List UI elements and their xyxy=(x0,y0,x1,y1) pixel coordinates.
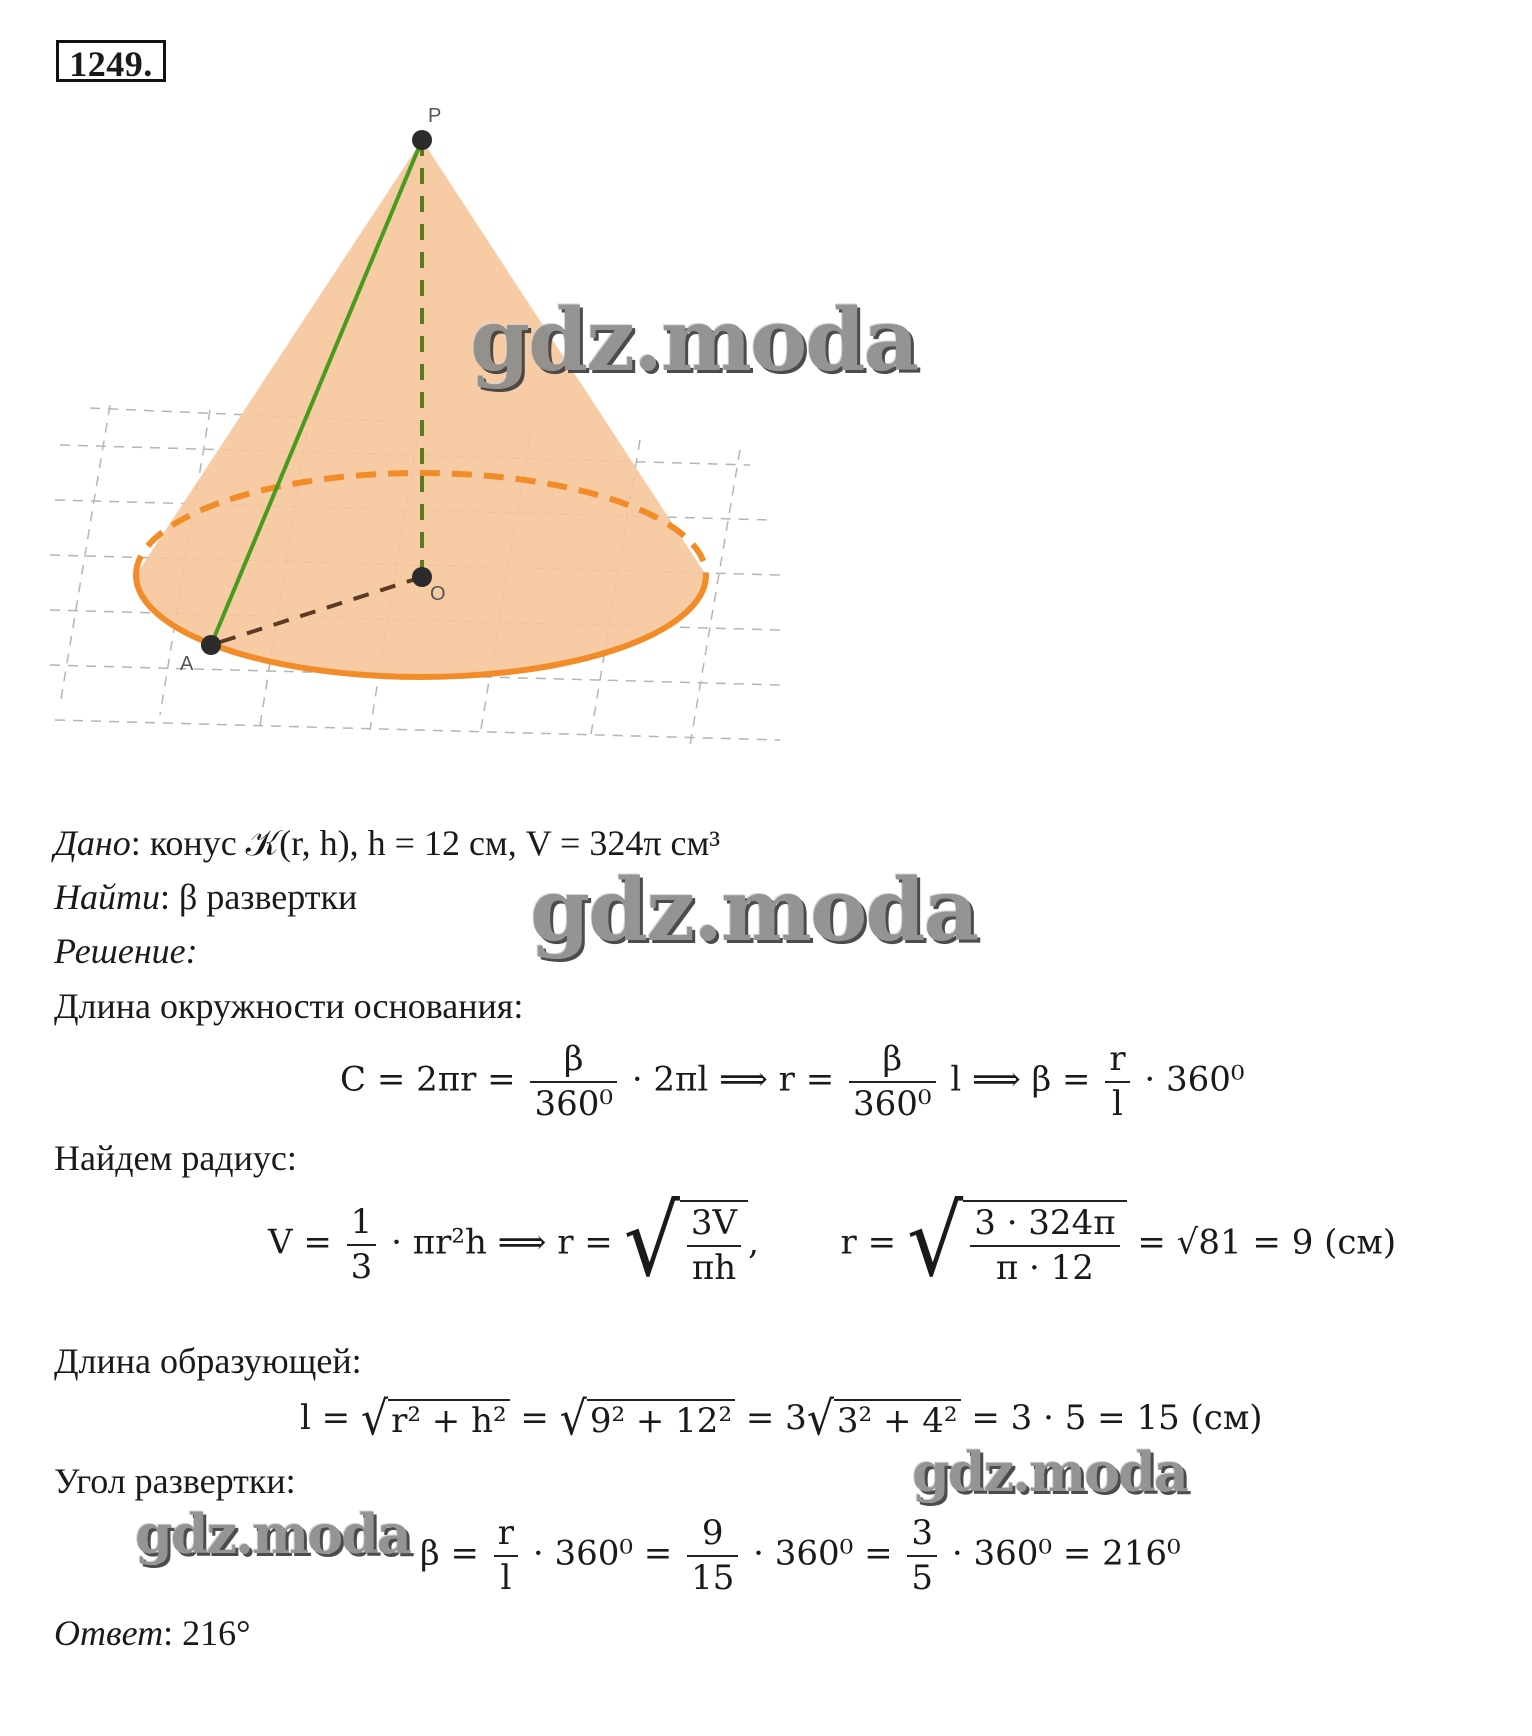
f3-sqrt2: √ 9² + 12² xyxy=(560,1399,735,1442)
cone-diagram xyxy=(50,105,830,815)
f1-lhs: C = 2πr = xyxy=(340,1059,516,1100)
label-o: O xyxy=(430,583,446,605)
watermark: gdz.moda xyxy=(912,1440,1187,1504)
section-radius: Найдем радиус: xyxy=(54,1138,297,1178)
label-p: P xyxy=(428,105,442,127)
answer-line xyxy=(54,1612,251,1654)
problem-number: 1249. xyxy=(56,40,166,82)
solution-label: Решение: xyxy=(54,931,198,971)
f4-lhs: β = xyxy=(420,1533,479,1574)
f3-sqrt3: √ 3² + 4² xyxy=(807,1399,961,1442)
f2-frac1: $\frac{1}{3}$ xyxy=(347,1201,377,1288)
find-text: : β развертки xyxy=(160,877,358,917)
f2-sqrt1: √ $\frac{3V}{\pi h}$ xyxy=(624,1200,749,1289)
formula-radius xyxy=(268,1184,1397,1298)
f3-end: = 3 · 5 = 15 (см) xyxy=(971,1398,1263,1438)
f4-frac1: $\frac{r}{l}$ xyxy=(494,1512,518,1599)
f3-lhs: l = xyxy=(300,1398,351,1438)
label-a: A xyxy=(180,653,194,675)
given-line xyxy=(54,822,720,865)
f1-frac2: $\frac{\beta}{\text{360⁰}}$ xyxy=(849,1038,936,1125)
f4-frac3: $\frac{3}{5}$ xyxy=(907,1512,937,1599)
cone-surface xyxy=(136,140,706,677)
f1-frac1: $\frac{\beta}{\text{360⁰}}$ xyxy=(530,1038,617,1125)
f1-mid: · 2πl ⟹ r = xyxy=(631,1059,835,1100)
f2-sqrt2: √ $\frac{3 \cdot 324\pi}{\pi \cdot 12}$ xyxy=(907,1200,1127,1289)
f3-eq2: = 3 xyxy=(745,1398,807,1438)
f2-lhs: V = xyxy=(268,1222,332,1263)
f4-mid1: · 360⁰ = xyxy=(532,1533,673,1574)
watermark: gdz.moda xyxy=(470,290,918,391)
f1-end: · 360⁰ xyxy=(1144,1059,1245,1100)
section-angle: Угол развертки: xyxy=(54,1461,296,1501)
watermark: gdz.moda xyxy=(135,1502,410,1566)
watermark: gdz.moda xyxy=(530,860,978,961)
point-p xyxy=(412,130,432,150)
f2-comma: , xyxy=(748,1222,759,1263)
f3-eq1: = xyxy=(520,1398,549,1438)
f2-r-eq: r = xyxy=(840,1222,897,1263)
point-o xyxy=(412,567,432,587)
f3-sqrt1: √ r² + h² xyxy=(361,1399,510,1442)
find-line xyxy=(54,876,357,918)
given-label: Дано xyxy=(54,823,131,863)
f4-mid2: · 360⁰ = xyxy=(753,1533,893,1574)
formula-circumference xyxy=(340,1038,1245,1125)
point-a xyxy=(201,635,221,655)
f2-mid: · πr²h ⟹ r = xyxy=(391,1222,613,1263)
f4-frac2: $\frac{9}{15}$ xyxy=(687,1512,738,1599)
given-text: : конус 𝒦(r, h), h = 12 см, V = 324π см³ xyxy=(130,823,721,863)
formula-generatrix xyxy=(300,1392,1263,1447)
answer-text: : 216° xyxy=(163,1613,251,1653)
f2-end: = √81 = 9 (см) xyxy=(1137,1222,1397,1263)
find-label: Найти xyxy=(54,877,160,917)
answer-label: Ответ xyxy=(54,1613,164,1653)
section-generatrix: Длина образующей: xyxy=(54,1341,362,1381)
formula-angle xyxy=(420,1512,1181,1599)
section-circumference: Длина окружности основания: xyxy=(54,986,524,1026)
cone-figure xyxy=(50,105,830,820)
f1-mid2: l ⟹ β = xyxy=(950,1059,1091,1100)
f4-end: · 360⁰ = 216⁰ xyxy=(951,1533,1181,1574)
f1-frac3: $\frac{r}{l}$ xyxy=(1105,1038,1129,1125)
